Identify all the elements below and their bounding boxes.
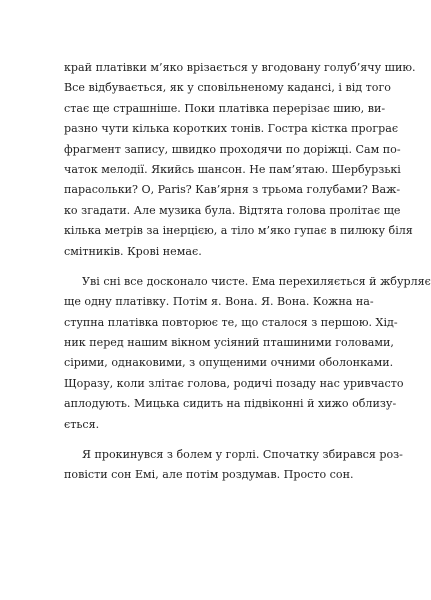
text-line: сірими, однаковими, з опущеними очними оболонками. [64,356,394,370]
text-line: ступна платівка повторює те, що сталося з першою. Хід- [64,315,398,329]
text-line: стає ще страшніше. Поки платівка перерізає шию, ви- [64,101,386,115]
text-line: ще одну платівку. Потім я. Вона. Я. Вона. Кожна на- [64,295,374,309]
text-line: ник перед нашим вікном усіяний пташиними головами, [64,336,394,350]
text-line: смітників. Крові немає. [64,244,202,258]
text-line: чаток мелодії. Якийсь шансон. Не пам’ятаю. Шербурзькі [64,162,401,176]
text-line: Все відбувається, як у сповільненому кадансі, і від того [64,81,391,95]
body-text [64,58,431,486]
paragraph-3 [64,445,403,486]
text-line: Уві сні все досконало чисте. Ема перехиляється й жбурляє [82,274,431,288]
text-line: повісти сон Емі, але потім роздумав. Просто сон. [64,468,354,482]
paragraph-1 [64,58,416,262]
text-line: фрагмент запису, швидко проходячи по доріжці. Сам по- [64,142,401,156]
text-line: парасольки? О, Paris? Кав’ярня з трьома голубами? Важ- [64,183,401,197]
text-line: кілька метрів за інерцією, а тіло м’яко гупає в пилюку біля [64,224,413,238]
text-line: Щоразу, коли злітає голова, родичі позаду нас уривчасто [64,376,404,390]
text-line: край платівки м’яко врізається у вгодовану голуб’ячу шию. [64,61,416,74]
text-line: аплодують. Мицька сидить на підвіконні й хижо облизу- [64,397,397,411]
paragraph-2 [64,272,431,435]
text-line: ко згадати. Але музика була. Відтята голова пролітає ще [64,203,401,217]
text-line: ється. [64,417,100,431]
text-line: разно чути кілька коротких тонів. Гостра кістка програє [64,122,399,136]
text-line: Я прокинувся з болем у горлі. Спочатку збирався роз- [82,448,403,462]
